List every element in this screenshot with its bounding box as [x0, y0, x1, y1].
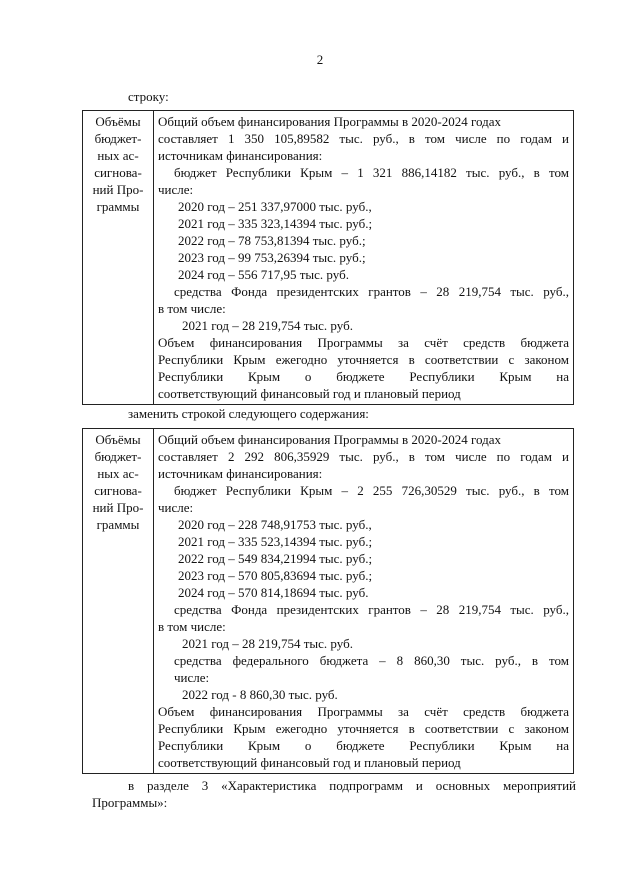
- content-line: бюджет Республики Крым – 1 321 886,14182 тыс. руб., в том: [174, 165, 569, 180]
- label-line: ных ас-: [97, 148, 139, 163]
- content-line: 2021 год – 335 523,14394 тыс. руб.;: [178, 534, 373, 549]
- page-number: 2: [316, 52, 324, 67]
- label-line: Объёмы: [95, 114, 141, 129]
- content-line: источникам финансирования:: [158, 466, 323, 481]
- content-line: в том числе:: [158, 301, 226, 316]
- content-line: 2022 год - 8 860,30 тыс. руб.: [182, 687, 338, 702]
- closing-line-2: Программы»:: [92, 795, 168, 810]
- content-line: 2021 год – 28 219,754 тыс. руб.: [182, 636, 353, 651]
- content-line: Республики Крым ежегодно уточняется в соответствии с законом: [158, 721, 569, 736]
- content-line: 2021 год – 28 219,754 тыс. руб.: [182, 318, 353, 333]
- label-line: Объёмы: [95, 432, 141, 447]
- content-line: 2022 год – 78 753,81394 тыс. руб.;: [178, 233, 366, 248]
- content-line: 2024 год – 556 717,95 тыс. руб.: [178, 267, 349, 282]
- content-line: источникам финансирования:: [158, 148, 323, 163]
- content-line: числе:: [158, 182, 194, 197]
- label-line: сигнова-: [94, 483, 142, 498]
- content-line: Объем финансирования Программы за счёт средств бюджета: [158, 704, 569, 719]
- content-line: средства Фонда президентских грантов – 28 219,754 тыс. руб.,: [174, 602, 569, 617]
- content-line: Общий объем финансирования Программы в 2020-2024 годах: [158, 432, 502, 447]
- table-replacement-label-cell: [83, 429, 154, 774]
- content-line: 2024 год – 570 814,18694 тыс. руб.: [178, 585, 369, 600]
- content-line: соответствующий финансовый год и плановый период: [158, 386, 461, 401]
- content-line: Республики Крым о бюджете Республики Крым на: [158, 369, 569, 384]
- replace-line: заменить строкой следующего содержания:: [128, 406, 369, 421]
- content-line: числе:: [174, 670, 210, 685]
- label-line: ний Про-: [92, 500, 144, 515]
- content-line: Объем финансирования Программы за счёт средств бюджета: [158, 335, 569, 350]
- content-line: 2020 год – 251 337,97000 тыс. руб.,: [178, 199, 372, 214]
- content-line: 2022 год – 549 834,21994 тыс. руб.;: [178, 551, 373, 566]
- closing-line-1: в разделе 3 «Характеристика подпрограмм и основных мероприятий: [128, 778, 576, 793]
- content-line: в том числе:: [158, 619, 226, 634]
- content-line: Республики Крым ежегодно уточняется в соответствии с законом: [158, 352, 569, 367]
- intro-line: строку:: [128, 89, 169, 104]
- table-replacement-content-cell: [154, 429, 574, 774]
- label-line: сигнова-: [94, 165, 142, 180]
- table-original: [82, 110, 574, 405]
- closing-paragraph: [92, 777, 576, 811]
- label-line: граммы: [96, 199, 140, 214]
- label-line: ных ас-: [97, 466, 139, 481]
- table-original-content-cell: [154, 111, 574, 405]
- content-line: Общий объем финансирования Программы в 2020-2024 годах: [158, 114, 502, 129]
- content-line: бюджет Республики Крым – 2 255 726,30529 тыс. руб., в том: [174, 483, 569, 498]
- table-replacement: [82, 428, 574, 774]
- content-line: 2021 год – 335 323,14394 тыс. руб.;: [178, 216, 373, 231]
- content-line: Республики Крым о бюджете Республики Крым на: [158, 738, 569, 753]
- content-line: соответствующий финансовый год и плановый период: [158, 755, 461, 770]
- table-original-label-cell: [83, 111, 154, 405]
- content-line: средства Фонда президентских грантов – 28 219,754 тыс. руб.,: [174, 284, 569, 299]
- content-line: средства федерального бюджета – 8 860,30 тыс. руб., в том: [174, 653, 569, 668]
- label-line: бюджет-: [94, 449, 142, 464]
- content-line: 2023 год – 570 805,83694 тыс. руб.;: [178, 568, 373, 583]
- content-line: числе:: [158, 500, 194, 515]
- label-line: граммы: [96, 517, 140, 532]
- content-line: составляет 2 292 806,35929 тыс. руб., в том числе по годам и: [158, 449, 569, 464]
- label-line: ний Про-: [92, 182, 144, 197]
- content-line: 2023 год – 99 753,26394 тыс. руб.;: [178, 250, 366, 265]
- label-line: бюджет-: [94, 131, 142, 146]
- content-line: 2020 год – 228 748,91753 тыс. руб.,: [178, 517, 372, 532]
- content-line: составляет 1 350 105,89582 тыс. руб., в том числе по годам и: [158, 131, 569, 146]
